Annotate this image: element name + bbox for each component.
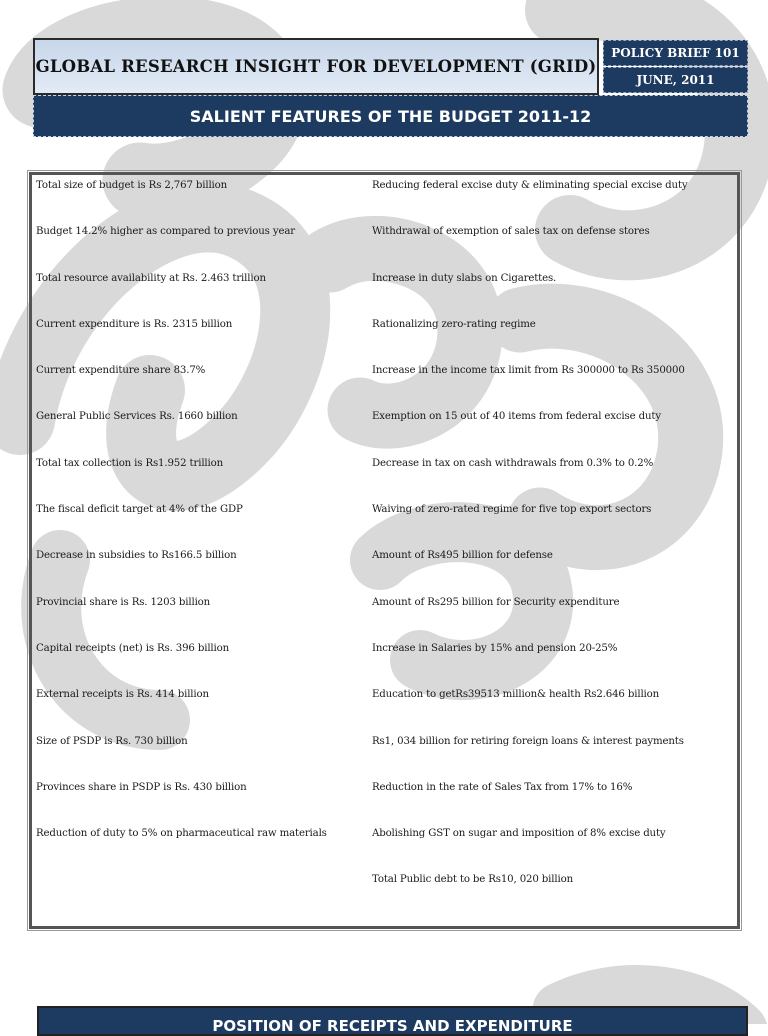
feature-item: Increase in duty slabs on Cigarettes. <box>372 272 557 284</box>
feature-item: Amount of Rs495 billion for defense <box>372 550 553 562</box>
feature-item: Amount of Rs295 billion for Security expenditure <box>372 596 620 608</box>
feature-item: Budget 14.2% higher as compared to previous year <box>36 226 295 238</box>
feature-item: Decrease in subsidies to Rs166.5 billion <box>36 550 237 562</box>
feature-item: External receipts is Rs. 414 billion <box>36 689 209 701</box>
feature-item: Current expenditure is Rs. 2315 billion <box>36 318 233 330</box>
feature-item: Size of PSDP is Rs. 730 billion <box>36 735 188 747</box>
feature-item: Exemption on 15 out of 40 items from federal excise duty <box>372 411 661 423</box>
feature-item: Current expenditure share 83.7% <box>36 365 206 377</box>
feature-item: Rs1, 034 billion for retiring foreign loans & interest payments <box>372 735 684 747</box>
organization-name: GLOBAL RESEARCH INSIGHT FOR DEVELOPMENT (GRID) <box>35 57 597 76</box>
feature-item: General Public Services Rs. 1660 billion <box>36 411 238 423</box>
feature-item: Total size of budget is Rs 2,767 billion <box>36 180 228 191</box>
feature-item: Increase in Salaries by 15% and pension 20-25% <box>372 642 618 654</box>
page-title: SALIENT FEATURES OF THE BUDGET 2011-12 <box>189 106 592 126</box>
features-left-column <box>36 175 372 869</box>
feature-item: Waiving of zero-rated regime for five top export sectors <box>372 504 652 516</box>
feature-item: Total Public debt to be Rs10, 020 billion <box>372 874 573 886</box>
feature-item: Rationalizing zero-rating regime <box>372 318 536 330</box>
feature-item: Reduction of duty to 5% on pharmaceutical raw materials <box>36 828 327 840</box>
feature-item: Education to getRs39513 million& health Rs2.646 billion <box>372 689 660 701</box>
feature-item: Reducing federal excise duty & eliminating special excise duty <box>372 180 688 191</box>
policy-brief-tag: POLICY BRIEF 101 <box>603 40 748 66</box>
features-right-column <box>372 175 734 916</box>
feature-item: Capital receipts (net) is Rs. 396 billion <box>36 642 230 654</box>
brief-date-tag: JUNE, 2011 <box>603 67 748 93</box>
feature-item: The fiscal deficit target at 4% of the GDP <box>36 504 243 516</box>
feature-item: Withdrawal of exemption of sales tax on defense stores <box>372 226 650 238</box>
feature-item: Total tax collection is Rs1.952 trillion <box>36 457 224 469</box>
feature-item: Provincial share is Rs. 1203 billion <box>36 596 211 608</box>
title-bar <box>33 95 748 137</box>
feature-item: Provinces share in PSDP is Rs. 430 billion <box>36 781 247 793</box>
header-banner <box>33 38 599 95</box>
feature-item: Increase in the income tax limit from Rs 300000 to Rs 350000 <box>372 365 685 377</box>
feature-item: Abolishing GST on sugar and imposition of 8% excise duty <box>372 828 666 840</box>
feature-item: Decrease in tax on cash withdrawals from 0.3% to 0.2% <box>372 457 654 469</box>
feature-item: Reduction in the rate of Sales Tax from 17% to 16% <box>372 781 633 793</box>
salient-features-box <box>29 172 740 929</box>
section-title: POSITION OF RECEIPTS AND EXPENDITURE <box>212 1017 573 1035</box>
section-title-bar <box>37 1006 748 1036</box>
feature-item: Total resource availability at Rs. 2.463 trillion <box>36 272 266 284</box>
